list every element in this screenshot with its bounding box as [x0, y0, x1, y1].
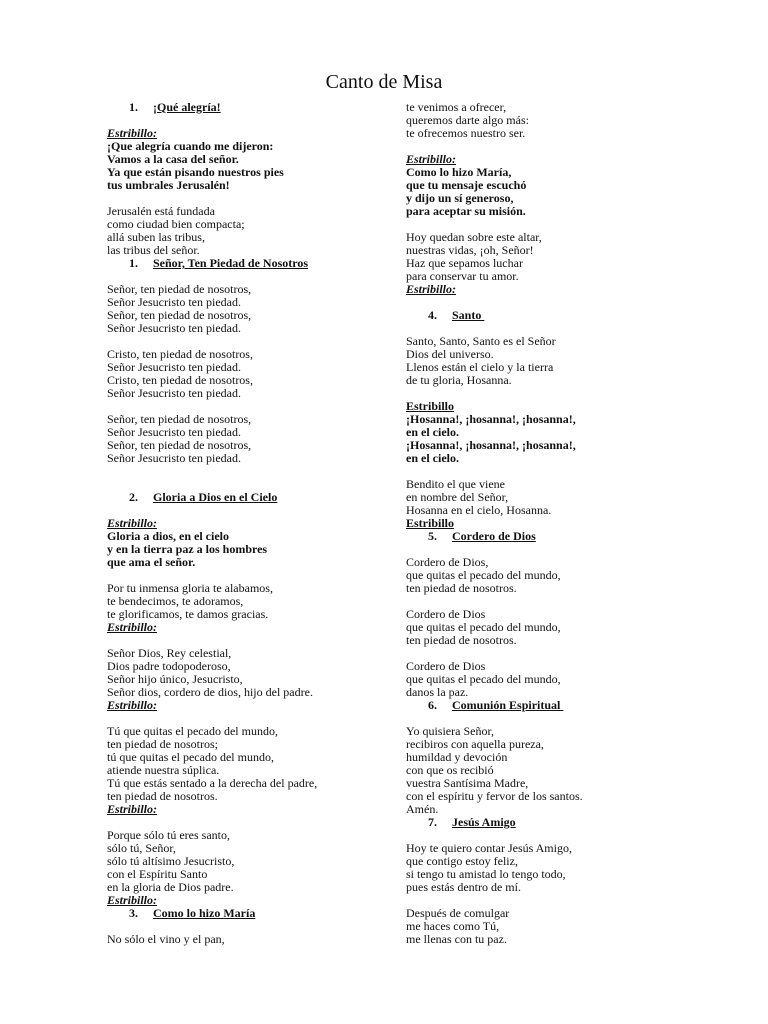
lyric-line: Jerusalén está fundada — [107, 204, 215, 218]
lyric-line: Señor Jesucristo ten piedad. — [107, 295, 241, 309]
lyric-line: con el Espíritu Santo — [107, 867, 208, 881]
song-title: Cordero de Dios — [452, 529, 536, 543]
lyric-line: Hoy quedan sobre este altar, — [406, 230, 542, 244]
lyric-line: sólo tú altísimo Jesucristo, — [107, 854, 235, 868]
refrain-label: Estribillo: — [107, 516, 158, 530]
lyric-line: Señor dios, cordero de dios, hijo del padre. — [107, 685, 313, 699]
refrain-line: ¡Que alegría cuando me dijeron: — [107, 139, 274, 153]
song-title: Jesús Amigo — [452, 815, 516, 829]
refrain-label: Estribillo — [406, 516, 455, 530]
song-heading — [129, 257, 369, 270]
song-title: Comunión Espiritual — [452, 698, 564, 712]
lyric-line: ten piedad de nosotros. — [406, 633, 517, 647]
song-number: 1. — [129, 100, 138, 114]
song-number: 6. — [428, 698, 437, 712]
lyric-line: sólo tú, Señor, — [107, 841, 176, 855]
lyric-line: Después de comulgar — [406, 906, 510, 920]
song-title: Santo — [452, 308, 485, 322]
lyric-line: Hosanna en el cielo, Hosanna. — [406, 503, 552, 517]
lyric-line: Señor Jesucristo ten piedad. — [107, 321, 241, 335]
refrain-line: Ya que están pisando nuestros pies — [107, 165, 284, 179]
lyric-line: en nombre del Señor, — [406, 490, 509, 504]
lyric-line: Señor, ten piedad de nosotros, — [107, 438, 252, 452]
lyric-line: las tribus del señor. — [107, 243, 200, 257]
lyric-line: te ofrecemos nuestro ser. — [406, 126, 526, 140]
lyric-line: con el espíritu y fervor de los santos. — [406, 789, 583, 803]
song-title: Gloria a Dios en el Cielo — [153, 490, 278, 504]
refrain-label: Estribillo: — [406, 152, 457, 166]
lyric-line: Señor Jesucristo ten piedad. — [107, 451, 241, 465]
lyric-line: con que os recibió — [406, 763, 494, 777]
lyric-line: allá suben las tribus, — [107, 230, 205, 244]
lyric-line: Cordero de Dios, — [406, 555, 489, 569]
blank-line — [107, 465, 369, 478]
lyric-line: Señor Dios, Rey celestial, — [107, 646, 232, 660]
refrain-line: en el cielo. — [406, 451, 459, 465]
refrain-label: Estribillo: — [107, 126, 158, 140]
refrain-line: y en la tierra paz a los hombres — [107, 542, 268, 556]
blank-line — [406, 296, 668, 309]
lyric-line: Dios del universo. — [406, 347, 494, 361]
lyric-line: me llenas con tu paz. — [406, 932, 507, 946]
lyric-line: Amén. — [406, 802, 439, 816]
song-heading — [428, 699, 668, 712]
song-title: ¡Qué alegría! — [153, 100, 221, 114]
lyric-line: Llenos están el cielo y la tierra — [406, 360, 554, 374]
lyric-line: Cristo, ten piedad de nosotros, — [107, 373, 253, 387]
lyric-line: Porque sólo tú eres santo, — [107, 828, 230, 842]
lyric-line: Bendito el que viene — [406, 477, 505, 491]
lyric-line: Señor Jesucristo ten piedad. — [107, 360, 241, 374]
refrain-label: Estribillo: — [406, 282, 457, 296]
song-heading — [428, 309, 668, 322]
refrain-label: Estribillo: — [107, 698, 158, 712]
lyric-line: para conservar tu amor. — [406, 269, 519, 283]
song-title: Como lo hizo María — [153, 906, 256, 920]
lyric-line: Señor Jesucristo ten piedad. — [107, 386, 241, 400]
lyric-line: nuestras vidas, ¡oh, Señor! — [406, 243, 534, 257]
lyric-line: de tu gloria, Hosanna. — [406, 373, 512, 387]
left-column — [107, 101, 369, 946]
lyric-line: si tengo tu amistad lo tengo todo, — [406, 867, 566, 881]
lyric-line: ten piedad de nosotros. — [406, 581, 517, 595]
lyric-line: Cordero de Dios — [406, 659, 486, 673]
lyric-line: vuestra Santísima Madre, — [406, 776, 529, 790]
lyric-line: te bendecimos, te adoramos, — [107, 594, 244, 608]
song-heading — [129, 491, 369, 504]
refrain-line: Gloria a dios, en el cielo — [107, 529, 229, 543]
right-column — [406, 101, 668, 946]
lyric-line: que quitas el pecado del mundo, — [406, 620, 561, 634]
lyric-line: me haces como Tú, — [406, 919, 500, 933]
song-number: 4. — [428, 308, 437, 322]
song-heading — [428, 530, 668, 543]
lyric-line: tú que quitas el pecado del mundo, — [107, 750, 274, 764]
song-number: 2. — [129, 490, 138, 504]
refrain-label: Estribillo: — [107, 893, 158, 907]
refrain-line: tus umbrales Jerusalén! — [107, 178, 230, 192]
lyric-line: Señor, ten piedad de nosotros, — [107, 412, 252, 426]
lyric-line: danos la paz. — [406, 685, 469, 699]
lyric-line: queremos darte algo más: — [406, 113, 529, 127]
refrain-line: ¡Hosanna!, ¡hosanna!, ¡hosanna!, — [406, 438, 576, 452]
song-number: 1. — [129, 256, 138, 270]
lyric-line: Tú que quitas el pecado del mundo, — [107, 724, 278, 738]
song-heading — [428, 816, 668, 829]
lyric-line: te venimos a ofrecer, — [406, 100, 507, 114]
refrain-label: Estribillo: — [107, 802, 158, 816]
lyric-line: te glorificamos, te damos gracias. — [107, 607, 269, 621]
lyric-line: ten piedad de nosotros. — [107, 789, 218, 803]
refrain-line: Vamos a la casa del señor. — [107, 152, 239, 166]
lyric-line: No sólo el vino y el pan, — [107, 932, 225, 946]
lyric-line: como ciudad bien compacta; — [107, 217, 245, 231]
refrain-line: para aceptar su misión. — [406, 204, 526, 218]
lyric-line: pues estás dentro de mí. — [406, 880, 521, 894]
lyric-line: Señor, ten piedad de nosotros, — [107, 308, 252, 322]
refrain-label: Estribillo: — [107, 620, 158, 634]
song-heading — [129, 101, 369, 114]
lyric-line: humildad y devoción — [406, 750, 508, 764]
refrain-label: Estribillo — [406, 399, 455, 413]
lyric-line: que quitas el pecado del mundo, — [406, 672, 561, 686]
lyric-line: Cordero de Dios — [406, 607, 486, 621]
refrain-line: y dijo un sí generoso, — [406, 191, 514, 205]
lyric-line: Haz que sepamos luchar — [406, 256, 523, 270]
lyric-line: Señor hijo único, Jesucristo, — [107, 672, 243, 686]
song-heading — [129, 907, 369, 920]
lyric-line: en la gloria de Dios padre. — [107, 880, 234, 894]
page-title: Canto de Misa — [325, 71, 443, 93]
lyric-line: Señor, ten piedad de nosotros, — [107, 282, 252, 296]
lyric-line: Cristo, ten piedad de nosotros, — [107, 347, 253, 361]
song-number: 5. — [428, 529, 437, 543]
lyric-line: Hoy te quiero contar Jesús Amigo, — [406, 841, 572, 855]
song-number: 3. — [129, 906, 138, 920]
lyric-line: atiende nuestra súplica. — [107, 763, 220, 777]
refrain-line: que tu mensaje escuchó — [406, 178, 527, 192]
song-number: 7. — [428, 815, 437, 829]
refrain-line: que ama el señor. — [107, 555, 196, 569]
refrain-line: en el cielo. — [406, 425, 459, 439]
lyric-line: que quitas el pecado del mundo, — [406, 568, 561, 582]
refrain-line: ¡Hosanna!, ¡hosanna!, ¡hosanna!, — [406, 412, 576, 426]
lyric-line: Por tu inmensa gloria te alabamos, — [107, 581, 273, 595]
lyric-line: Señor Jesucristo ten piedad. — [107, 425, 241, 439]
refrain-line: Como lo hizo María, — [406, 165, 512, 179]
lyric-line: que contigo estoy feliz, — [406, 854, 518, 868]
lyric-line: Yo quisiera Señor, — [406, 724, 494, 738]
lyric-line: Dios padre todopoderoso, — [107, 659, 231, 673]
lyric-line: Tú que estás sentado a la derecha del padre, — [107, 776, 318, 790]
song-title: Señor, Ten Piedad de Nosotros — [153, 256, 309, 270]
lyric-line: ten piedad de nosotros; — [107, 737, 218, 751]
lyric-line: recibiros con aquella pureza, — [406, 737, 544, 751]
lyric-line: Santo, Santo, Santo es el Señor — [406, 334, 556, 348]
